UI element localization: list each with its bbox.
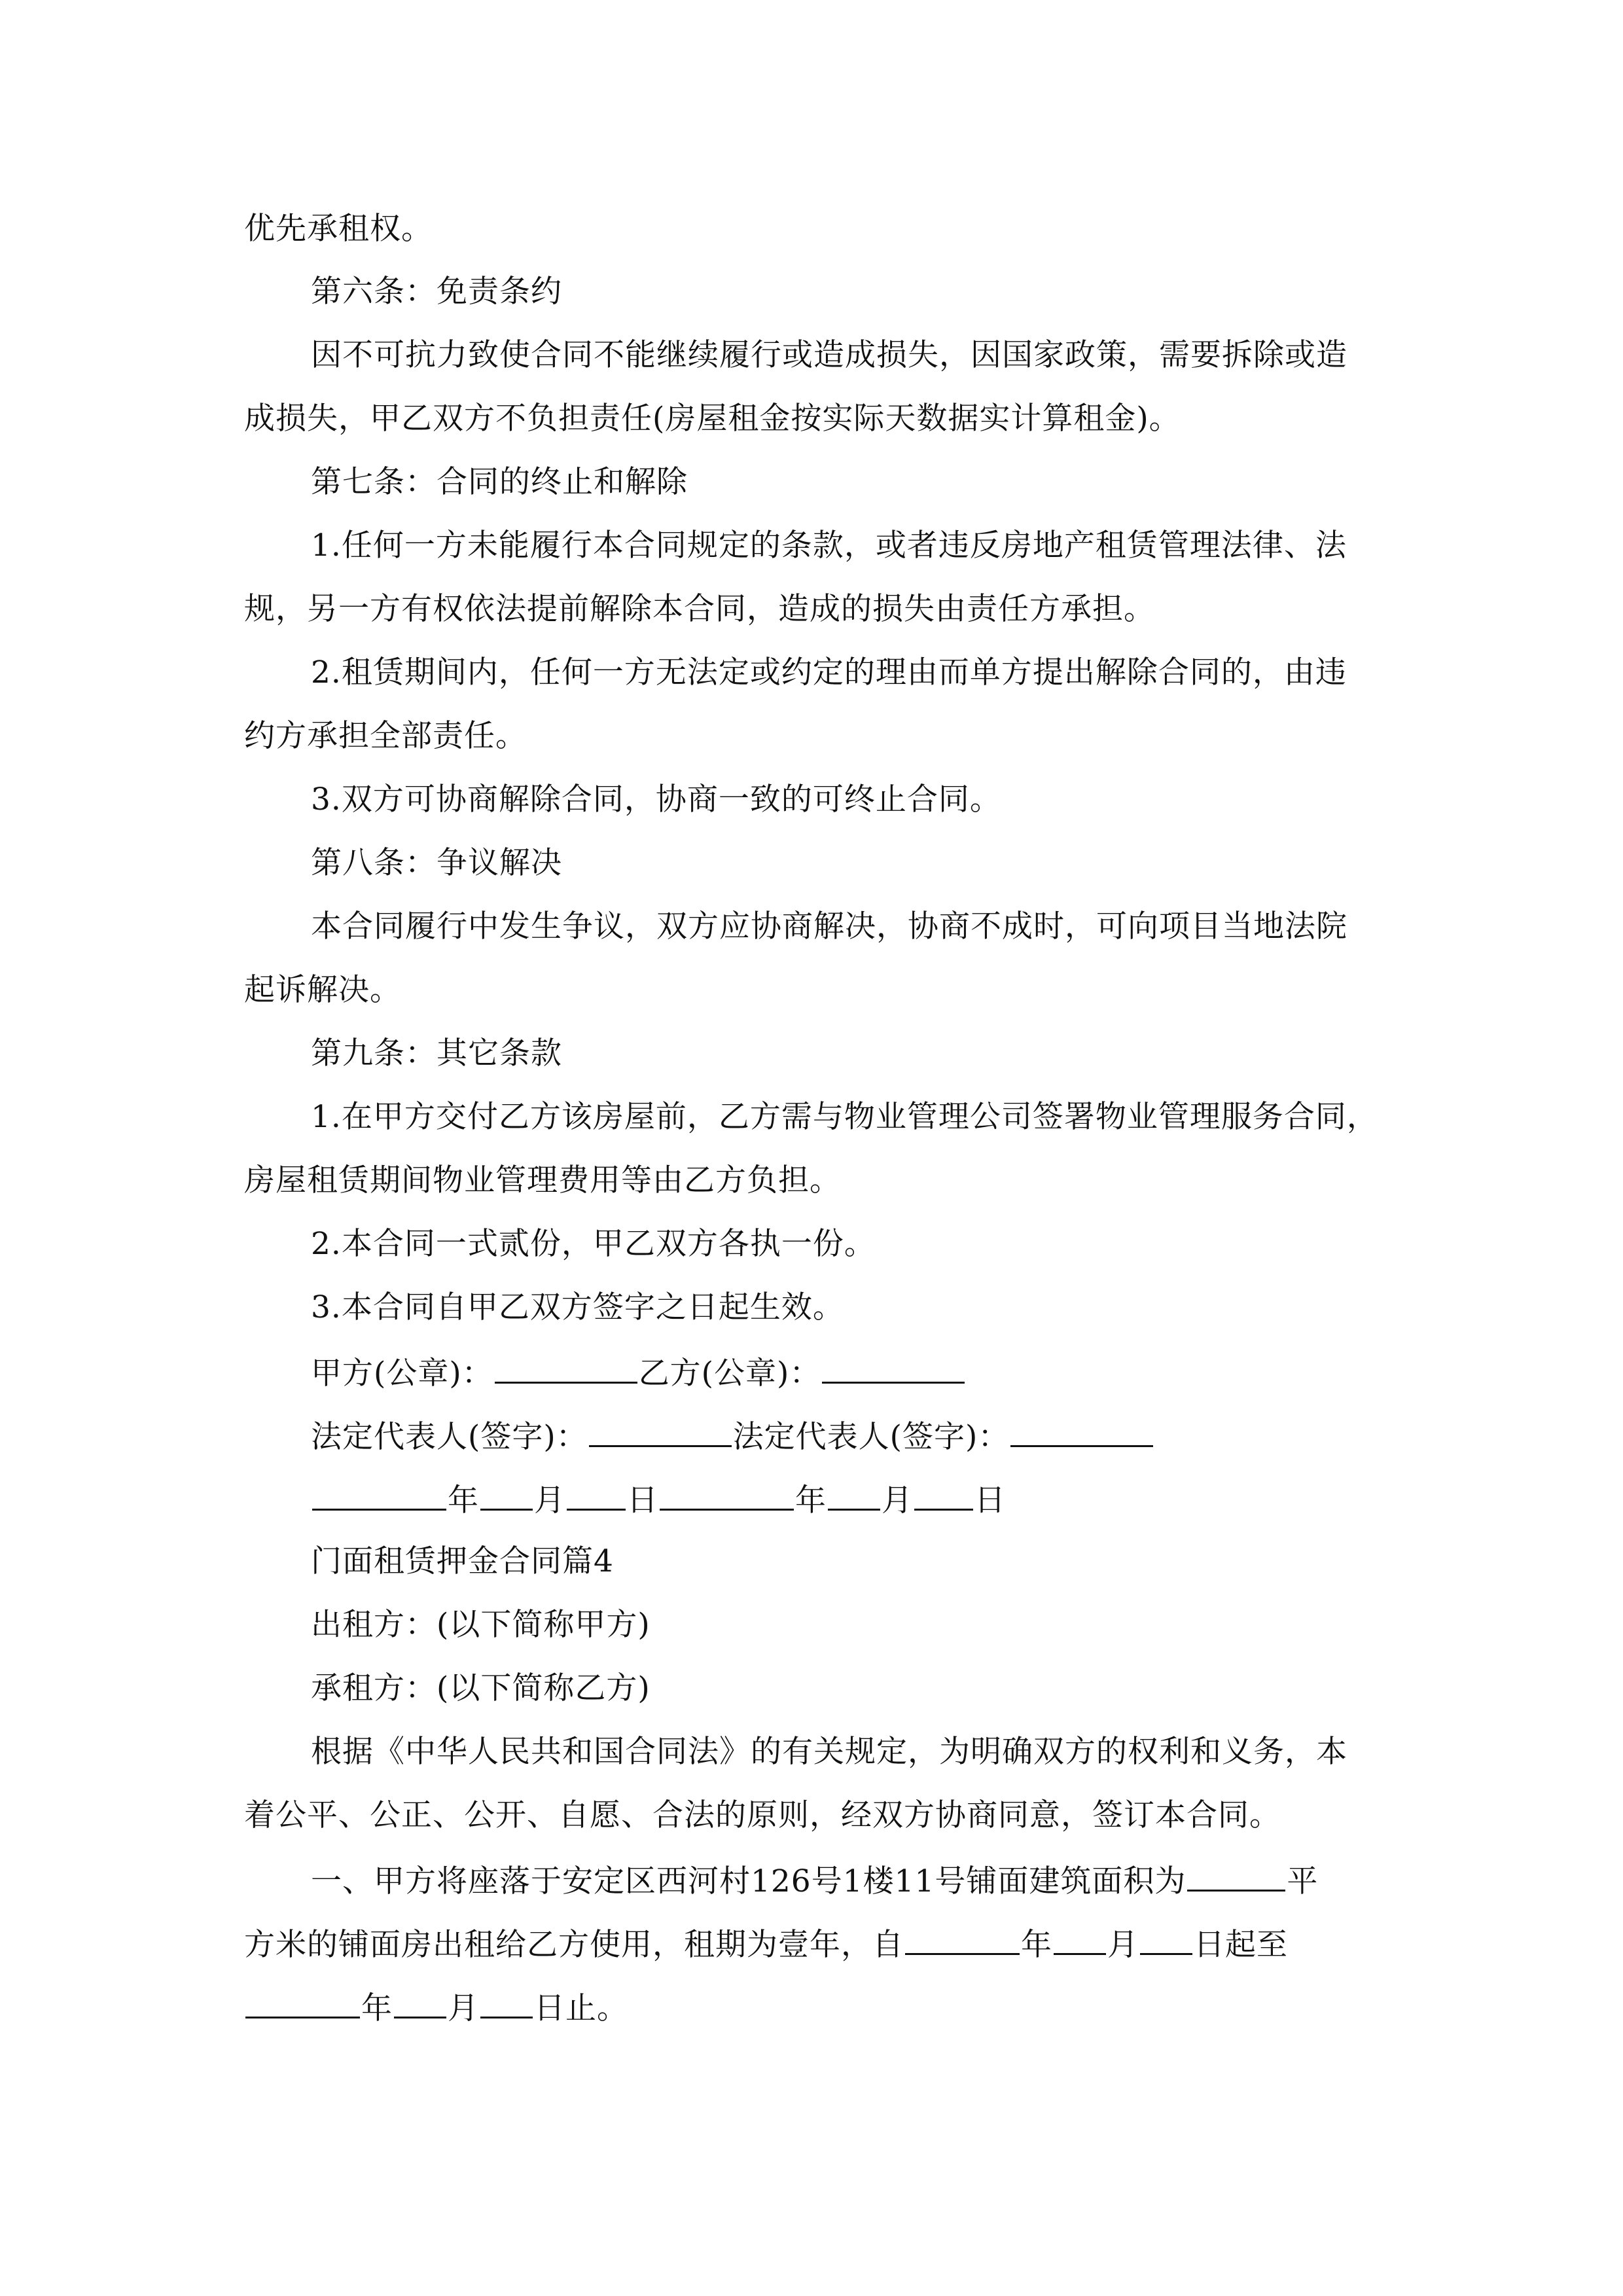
clause-one-text: 起至	[1225, 1927, 1288, 1963]
article-heading: 第六条：免责条约	[311, 274, 562, 310]
clause-one-line	[311, 1859, 1463, 1901]
clause-one-end-line	[244, 1986, 1396, 2028]
month-label: 月	[448, 1990, 479, 2026]
text-line: 2.本合同一式贰份，甲乙双方各执一份。	[311, 1226, 876, 1262]
start-month-blank	[1054, 1923, 1106, 1955]
start-day-blank	[1140, 1923, 1192, 1955]
text-line: 着公平、公正、公开、自愿、合法的原则，经双方协商同意，签订本合同。	[244, 1797, 1281, 1833]
end-day-blank	[480, 1986, 533, 2018]
party-b-seal-blank	[822, 1352, 965, 1384]
area-blank	[1187, 1859, 1285, 1892]
day-label: 日	[627, 1482, 658, 1518]
day-blank	[567, 1479, 626, 1511]
start-year-blank	[905, 1923, 1020, 1955]
end-year-blank	[245, 1986, 360, 2018]
month-blank	[480, 1479, 533, 1511]
text-line: 规，另一方有权依法提前解除本合同，造成的损失由责任方承担。	[244, 591, 1155, 627]
day-label: 日	[974, 1482, 1006, 1518]
article-heading: 第九条：其它条款	[311, 1035, 562, 1071]
text-line: 房屋租赁期间物业管理费用等由乙方负担。	[244, 1162, 841, 1198]
day-blank	[914, 1479, 973, 1511]
month-label: 月	[534, 1482, 565, 1518]
year-blank	[312, 1479, 446, 1511]
clause-one-term-line	[244, 1923, 1396, 1965]
year-label: 年	[1021, 1927, 1052, 1963]
seal-signature-line	[311, 1352, 1463, 1393]
year-blank	[660, 1479, 794, 1511]
month-label: 月	[882, 1482, 913, 1518]
year-label: 年	[361, 1990, 393, 2026]
text-line: 约方承担全部责任。	[244, 718, 527, 754]
text-line: 3.双方可协商解除合同，协商一致的可终止合同。	[311, 781, 1001, 817]
text-line: 3.本合同自甲乙双方签字之日起生效。	[311, 1289, 844, 1325]
section-title: 门面租赁押金合同篇4	[311, 1543, 614, 1579]
party-a-seal-label: 甲方(公章)：	[311, 1355, 493, 1391]
clause-one-text: 方米的铺面房出租给乙方使用，租期为壹年，自	[244, 1927, 904, 1963]
month-label: 月	[1107, 1927, 1139, 1963]
rep-b-blank	[1010, 1415, 1153, 1447]
lessor-line: 出租方：(以下简称甲方)	[311, 1607, 651, 1643]
date-line	[311, 1479, 1463, 1520]
text-line: 1.任何一方未能履行本合同规定的条款，或者违反房地产租赁管理法律、法	[311, 528, 1347, 564]
text-line: 起诉解决。	[244, 972, 401, 1008]
rep-b-label: 法定代表人(签字)：	[732, 1419, 1010, 1455]
text-line: 根据《中华人民共和国合同法》的有关规定，为明确双方的权利和义务，本	[311, 1734, 1347, 1770]
clause-one-text: 一、甲方将座落于安定区西河村126号1楼11号铺面建筑面积为	[311, 1863, 1186, 1899]
article-heading: 第八条：争议解决	[311, 845, 562, 881]
year-label: 年	[795, 1482, 827, 1518]
article-heading: 第七条：合同的终止和解除	[311, 464, 688, 500]
text-line: 因不可抗力致使合同不能继续履行或造成损失，因国家政策，需要拆除或造	[311, 337, 1347, 373]
day-label: 日	[534, 1990, 565, 2026]
clause-one-text: 止。	[565, 1990, 628, 2026]
text-line: 本合同履行中发生争议，双方应协商解决，协商不成时，可向项目当地法院	[311, 908, 1347, 944]
lessee-line: 承租方：(以下简称乙方)	[311, 1670, 651, 1706]
rep-a-label: 法定代表人(签字)：	[311, 1419, 588, 1455]
rep-a-blank	[589, 1415, 732, 1447]
party-b-seal-label: 乙方(公章)：	[638, 1355, 821, 1391]
text-line: 成损失，甲乙双方不负担责任(房屋租金按实际天数据实计算租金)。	[244, 401, 1181, 437]
text-line: 2.租赁期间内，任何一方无法定或约定的理由而单方提出解除合同的，由违	[311, 655, 1347, 691]
text-line: 优先承租权。	[244, 211, 433, 247]
day-label: 日	[1194, 1927, 1225, 1963]
text-line: 1.在甲方交付乙方该房屋前，乙方需与物业管理公司签署物业管理服务合同，	[311, 1099, 1378, 1135]
party-a-seal-blank	[495, 1352, 637, 1384]
clause-one-unit: 平	[1287, 1863, 1319, 1899]
end-month-blank	[394, 1986, 446, 2018]
month-blank	[828, 1479, 880, 1511]
representative-signature-line	[311, 1415, 1463, 1457]
year-label: 年	[448, 1482, 479, 1518]
